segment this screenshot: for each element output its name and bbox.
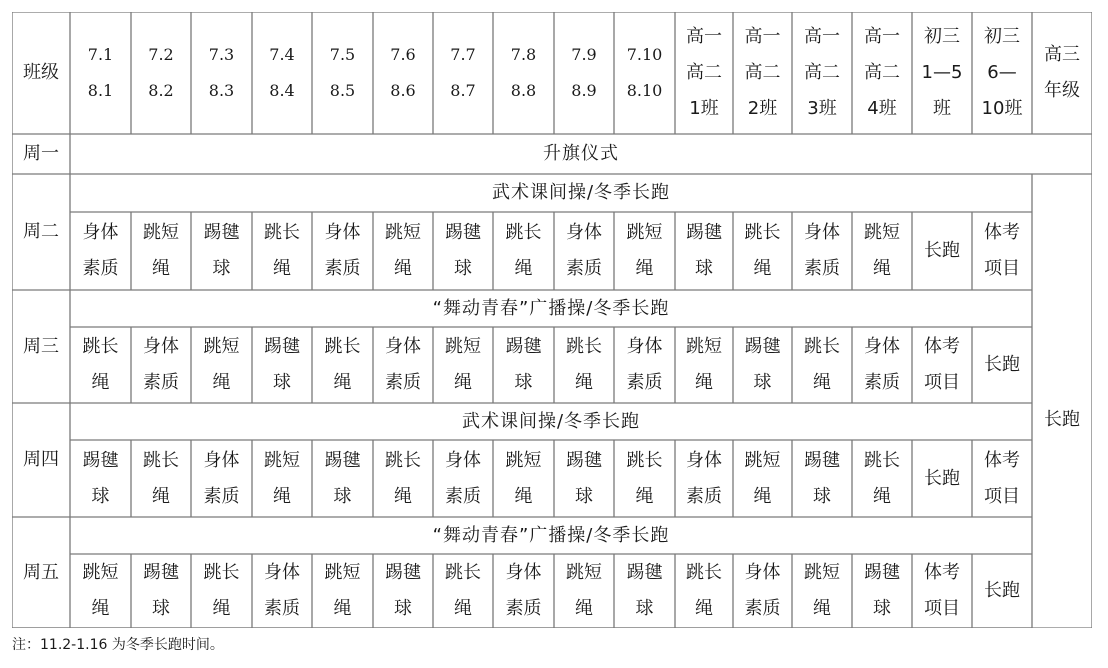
activity-cell-line: 跳短: [686, 336, 722, 357]
banner-activity-line: 武术课间操/冬季长跑: [491, 182, 671, 203]
activity-cell-line: 素质: [445, 485, 481, 507]
day-label-mon: [12, 134, 70, 174]
header-class-column: [312, 12, 373, 134]
activity-cell-line: 绳: [813, 598, 831, 619]
activity-cell-line: 绳: [873, 258, 891, 279]
activity-cell-line: 球: [575, 485, 593, 507]
header-class-column: [131, 12, 191, 134]
activity-cell: [733, 440, 792, 517]
activity-cell-line: 球: [91, 485, 110, 507]
activity-cell-line: 绳: [575, 598, 593, 619]
activity-cell-line: 素质: [686, 485, 722, 507]
activity-cell-line: 绳: [273, 485, 291, 507]
activity-cell-line: 素质: [385, 372, 421, 393]
activity-cell-line: 绳: [212, 598, 231, 619]
senior-merged-cell-line: 长跑: [1044, 409, 1080, 430]
activity-cell-line: 跳短: [744, 449, 781, 471]
activity-cell: [252, 554, 312, 628]
day-label: [12, 174, 70, 290]
activity-cell-line: 踢毽: [324, 449, 361, 471]
activity-cell-line: 素质: [264, 598, 300, 619]
banner-activity: [70, 290, 1032, 327]
activity-cell: [191, 327, 252, 403]
header-class-column-line: 8.2: [148, 81, 174, 100]
activity-cell-line: 体考: [924, 336, 960, 357]
activity-cell: [614, 440, 675, 517]
activity-cell: [972, 440, 1032, 517]
header-class-column-line: 7.10: [626, 45, 663, 64]
activity-cell: [792, 327, 852, 403]
activity-cell-line: 踢毽: [626, 562, 663, 583]
header-class-column-line: 高二: [744, 62, 781, 83]
header-class-column-line: 7.8: [510, 45, 537, 64]
activity-cell-line: 身体: [505, 562, 542, 583]
activity-cell: [131, 440, 191, 517]
activity-cell-line: 绳: [635, 485, 654, 507]
activity-cell-line: 身体: [143, 336, 179, 357]
activity-cell-line: 身体: [324, 222, 361, 243]
activity-cell-line: 踢毽: [264, 336, 300, 357]
header-class-column: [252, 12, 312, 134]
activity-cell: [191, 440, 252, 517]
activity-cell-line: 跳长: [864, 449, 900, 471]
activity-cell-line: 踢毽: [505, 336, 542, 357]
activity-cell-line: 素质: [143, 372, 179, 393]
activity-cell-line: 球: [514, 372, 533, 393]
activity-cell: [191, 212, 252, 290]
header-class-column-line: 7.1: [87, 45, 114, 64]
activity-cell: [912, 212, 972, 290]
activity-cell-line: 跳短: [804, 562, 840, 583]
activity-cell-line: 踢毽: [864, 562, 900, 583]
activity-cell: [733, 327, 792, 403]
activity-cell: [70, 440, 131, 517]
activity-cell-line: 球: [635, 598, 654, 619]
activity-cell: [792, 554, 852, 628]
activity-cell-line: 项目: [984, 258, 1020, 279]
activity-cell-line: 素质: [744, 598, 781, 619]
activity-cell-line: 素质: [864, 372, 900, 393]
senior-merged-cell: [1032, 212, 1092, 628]
header-class-column-line: 2班: [747, 98, 778, 119]
activity-cell: [554, 440, 614, 517]
header-class-column-line: 高一: [686, 26, 722, 47]
activity-cell: [733, 212, 792, 290]
activity-cell: [312, 212, 373, 290]
activity-cell: [792, 440, 852, 517]
activity-cell: [252, 212, 312, 290]
header-class-column-line: 高三: [1044, 44, 1080, 65]
schedule-table: [12, 12, 1092, 628]
header-class-column-line: 8.5: [329, 81, 356, 100]
activity-cell-line: 绳: [333, 372, 352, 393]
activity-cell-line: 绳: [454, 598, 472, 619]
activity-cell-line: 绳: [333, 598, 352, 619]
activity-cell-line: 跳长: [324, 336, 361, 357]
activity-cell-line: 素质: [82, 258, 119, 279]
activity-cell-line: 绳: [514, 258, 533, 279]
header-class-column-line: 初三: [924, 26, 960, 47]
banner-activity-line: “舞动青春”广播操/冬季长跑: [432, 524, 670, 546]
activity-cell: [852, 554, 912, 628]
activity-cell-line: 跳短: [264, 449, 300, 471]
activity-cell-line: 素质: [505, 598, 542, 619]
header-class-column-line: 8.9: [571, 81, 597, 100]
activity-cell-line: 跳短: [505, 449, 542, 471]
activity-cell-line: 绳: [695, 598, 713, 619]
activity-cell: [252, 440, 312, 517]
activity-cell-line: 跳短: [626, 222, 663, 243]
activity-cell: [493, 554, 554, 628]
activity-cell: [554, 554, 614, 628]
activity-cell-line: 球: [873, 598, 891, 619]
header-class-column-line: 7.6: [390, 45, 416, 64]
header-class-column-line: 高二: [686, 62, 722, 83]
activity-cell-line: 跳长: [744, 222, 781, 243]
activity-cell-line: 体考: [984, 449, 1020, 471]
header-class-column-line: 7.4: [269, 45, 295, 64]
activity-cell: [852, 327, 912, 403]
activity-cell: [675, 554, 733, 628]
activity-cell-line: 身体: [385, 336, 421, 357]
activity-cell: [675, 327, 733, 403]
banner-activity: [70, 517, 1032, 554]
activity-cell: [70, 327, 131, 403]
activity-cell-line: 素质: [804, 258, 840, 279]
header-class-column: [191, 12, 252, 134]
activity-cell: [972, 554, 1032, 628]
activity-cell: [852, 212, 912, 290]
activity-cell-line: 球: [813, 485, 831, 507]
activity-cell-line: 长跑: [984, 354, 1020, 375]
activity-cell: [614, 327, 675, 403]
activity-cell-line: 踢毽: [566, 449, 602, 471]
activity-cell-line: 项目: [984, 485, 1020, 507]
header-class-column-line: 8.4: [269, 81, 295, 100]
header-corner: [12, 12, 70, 134]
activity-cell-line: 身体: [82, 222, 119, 243]
header-class-column-line: 4班: [867, 98, 897, 119]
header-class-column-line: 10班: [981, 98, 1023, 119]
activity-cell-line: 绳: [695, 372, 713, 393]
activity-cell-line: 绳: [575, 372, 593, 393]
activity-cell-line: 绳: [635, 258, 654, 279]
activity-cell-line: 踢毽: [82, 449, 119, 471]
activity-cell-line: 球: [333, 485, 352, 507]
day-label-line: 周二: [23, 221, 59, 242]
activity-cell-line: 跳长: [505, 222, 542, 243]
activity-cell-line: 踢毽: [385, 562, 421, 583]
activity-cell-line: 跳短: [82, 562, 119, 583]
activity-cell-line: 素质: [566, 258, 602, 279]
activity-cell-line: 跳短: [566, 562, 602, 583]
header-class-column: [912, 12, 972, 134]
activity-cell-line: 跳长: [385, 449, 421, 471]
activity-cell-line: 跳长: [203, 562, 240, 583]
activity-cell: [675, 440, 733, 517]
activity-cell: [433, 327, 493, 403]
banner-activity: [70, 403, 1032, 440]
header-class-column-line: 高二: [864, 62, 900, 83]
day-label-line: 周三: [23, 335, 59, 357]
header-class-column-line: 1—5: [921, 62, 963, 83]
activity-cell-line: 项目: [924, 372, 960, 393]
header-class-column-line: 8.7: [450, 81, 476, 100]
header-class-column-line: 高一: [804, 26, 840, 47]
header-class-column-line: 高一: [744, 26, 781, 47]
activity-cell: [554, 212, 614, 290]
activity-cell-line: 跳短: [864, 222, 900, 243]
header-class-column: [554, 12, 614, 134]
activity-cell-line: 球: [394, 598, 412, 619]
day-label-line: 周四: [23, 449, 59, 470]
header-class-column-line: 7.2: [148, 45, 174, 64]
header-class-column-line: 8.10: [626, 81, 663, 100]
activity-cell-line: 跳长: [626, 449, 663, 471]
header-class-column-line: 7.5: [329, 45, 356, 64]
activity-cell-line: 身体: [264, 562, 300, 583]
activity-cell: [614, 554, 675, 628]
activity-cell-line: 跳短: [385, 222, 421, 243]
activity-cell-line: 踢毽: [203, 222, 240, 243]
header-class-column: [675, 12, 733, 134]
banner-activity-line: “舞动青春”广播操/冬季长跑: [432, 297, 670, 319]
header-corner-line: 班级: [23, 62, 59, 83]
activity-cell-line: 绳: [454, 372, 472, 393]
activity-cell-line: 跳长: [143, 449, 179, 471]
header-class-column-line: 高二: [804, 62, 840, 83]
header-class-column-line: 高一: [864, 26, 900, 47]
header-class-column-line: 8.3: [208, 81, 235, 100]
header-class-column-line: 6—: [987, 62, 1017, 83]
header-class-column: [70, 12, 131, 134]
activity-cell: [433, 554, 493, 628]
header-class-column-line: 8.6: [390, 81, 416, 100]
header-class-column: [1032, 12, 1092, 134]
activity-cell-line: 绳: [753, 485, 772, 507]
activity-cell: [912, 327, 972, 403]
activity-cell-line: 踢毽: [686, 222, 722, 243]
header-class-column-line: 7.3: [208, 45, 235, 64]
header-class-column-line: 8.8: [510, 81, 537, 100]
activity-cell: [373, 327, 433, 403]
activity-cell: [373, 440, 433, 517]
activity-cell-line: 跳短: [203, 336, 240, 357]
header-class-column: [733, 12, 792, 134]
activity-cell-line: 踢毽: [744, 336, 781, 357]
header-class-column-line: 班: [933, 98, 951, 119]
activity-cell: [972, 327, 1032, 403]
activity-cell: [493, 212, 554, 290]
activity-cell: [554, 327, 614, 403]
activity-cell: [852, 440, 912, 517]
activity-cell: [131, 554, 191, 628]
activity-cell: [252, 327, 312, 403]
activity-cell-line: 身体: [566, 222, 602, 243]
activity-cell-line: 跳短: [324, 562, 361, 583]
activity-cell-line: 跳长: [445, 562, 481, 583]
header-class-column-line: 8.1: [87, 81, 114, 100]
header-class-column-line: 3班: [807, 98, 837, 119]
activity-cell-line: 绳: [873, 485, 891, 507]
activity-cell: [972, 212, 1032, 290]
activity-cell-line: 绳: [212, 372, 231, 393]
day-label-mon-line: 周一: [23, 143, 59, 164]
activity-cell: [312, 554, 373, 628]
activity-cell-line: 身体: [804, 222, 840, 243]
header-class-column: [792, 12, 852, 134]
activity-cell-line: 身体: [445, 449, 481, 471]
header-class-column: [433, 12, 493, 134]
activity-cell-line: 体考: [924, 562, 960, 583]
header-class-column: [852, 12, 912, 134]
header-class-column-line: 年级: [1044, 80, 1080, 101]
activity-cell-line: 项目: [924, 598, 960, 619]
banner-activity: [70, 174, 1092, 212]
activity-cell: [70, 554, 131, 628]
activity-cell-line: 球: [695, 258, 713, 279]
header-class-column: [972, 12, 1032, 134]
activity-cell-line: 绳: [152, 258, 170, 279]
activity-cell-line: 跳长: [82, 336, 119, 357]
activity-cell-line: 素质: [324, 258, 361, 279]
footnote: 注：11.2-1.16 为冬季长跑时间。: [12, 637, 224, 653]
activity-cell-line: 身体: [626, 336, 663, 357]
activity-cell-line: 踢毽: [445, 222, 481, 243]
activity-cell-line: 球: [753, 372, 772, 393]
activity-cell-line: 绳: [514, 485, 533, 507]
activity-cell: [675, 212, 733, 290]
activity-cell: [733, 554, 792, 628]
activity-cell-line: 球: [454, 258, 472, 279]
banner-activity-line: 武术课间操/冬季长跑: [461, 410, 641, 432]
activity-cell-line: 素质: [626, 372, 663, 393]
header-class-column: [373, 12, 433, 134]
activity-cell: [493, 440, 554, 517]
activity-cell-line: 绳: [91, 372, 110, 393]
activity-cell-line: 绳: [394, 258, 412, 279]
activity-cell: [912, 440, 972, 517]
activity-cell-line: 绳: [753, 258, 772, 279]
activity-cell-line: 绳: [91, 598, 110, 619]
header-class-column: [614, 12, 675, 134]
activity-cell-line: 跳长: [686, 562, 722, 583]
activity-cell-line: 跳长: [804, 336, 840, 357]
day-label: [12, 403, 70, 517]
activity-cell: [433, 212, 493, 290]
activity-cell-line: 跳短: [445, 336, 481, 357]
activity-cell-line: 球: [273, 372, 291, 393]
activity-cell-line: 跳长: [566, 336, 602, 357]
activity-cell-line: 绳: [273, 258, 291, 279]
activity-cell-line: 身体: [203, 449, 240, 471]
activity-cell: [131, 212, 191, 290]
day-label: [12, 290, 70, 403]
activity-cell: [912, 554, 972, 628]
header-class-column-line: 初三: [984, 26, 1020, 47]
header-class-column-line: 1班: [689, 98, 719, 119]
activity-cell-line: 踢毽: [143, 562, 179, 583]
activity-cell-line: 长跑: [924, 240, 960, 261]
activity-cell-line: 体考: [984, 222, 1020, 243]
activity-cell-line: 跳短: [143, 222, 179, 243]
activity-cell-line: 身体: [686, 449, 722, 471]
activity-cell-line: 身体: [744, 562, 781, 583]
activity-cell-line: 球: [152, 598, 170, 619]
activity-cell-line: 长跑: [924, 467, 960, 489]
day-label-line: 周五: [23, 561, 59, 583]
activity-cell: [373, 554, 433, 628]
header-class-column-line: 7.7: [450, 45, 476, 64]
activity-cell: [614, 212, 675, 290]
activity-cell: [70, 212, 131, 290]
header-class-column-line: 7.9: [571, 45, 597, 64]
activity-cell-line: 素质: [203, 485, 240, 507]
activity-cell-line: 绳: [394, 485, 412, 507]
activity-cell: [191, 554, 252, 628]
activity-cell-line: 绳: [152, 485, 170, 507]
banner-flag-ceremony: [70, 134, 1092, 174]
activity-cell: [131, 327, 191, 403]
activity-cell-line: 踢毽: [804, 449, 840, 471]
activity-cell-line: 球: [212, 258, 231, 279]
activity-cell: [792, 212, 852, 290]
header-class-column: [493, 12, 554, 134]
activity-cell: [312, 440, 373, 517]
activity-cell-line: 长跑: [984, 580, 1020, 601]
activity-cell: [433, 440, 493, 517]
activity-cell-line: 绳: [813, 372, 831, 393]
activity-cell-line: 跳长: [264, 222, 300, 243]
activity-cell-line: 身体: [864, 336, 900, 357]
day-label: [12, 517, 70, 628]
banner-flag-ceremony-line: 升旗仪式: [543, 143, 619, 164]
activity-cell: [493, 327, 554, 403]
activity-cell: [373, 212, 433, 290]
activity-cell: [312, 327, 373, 403]
